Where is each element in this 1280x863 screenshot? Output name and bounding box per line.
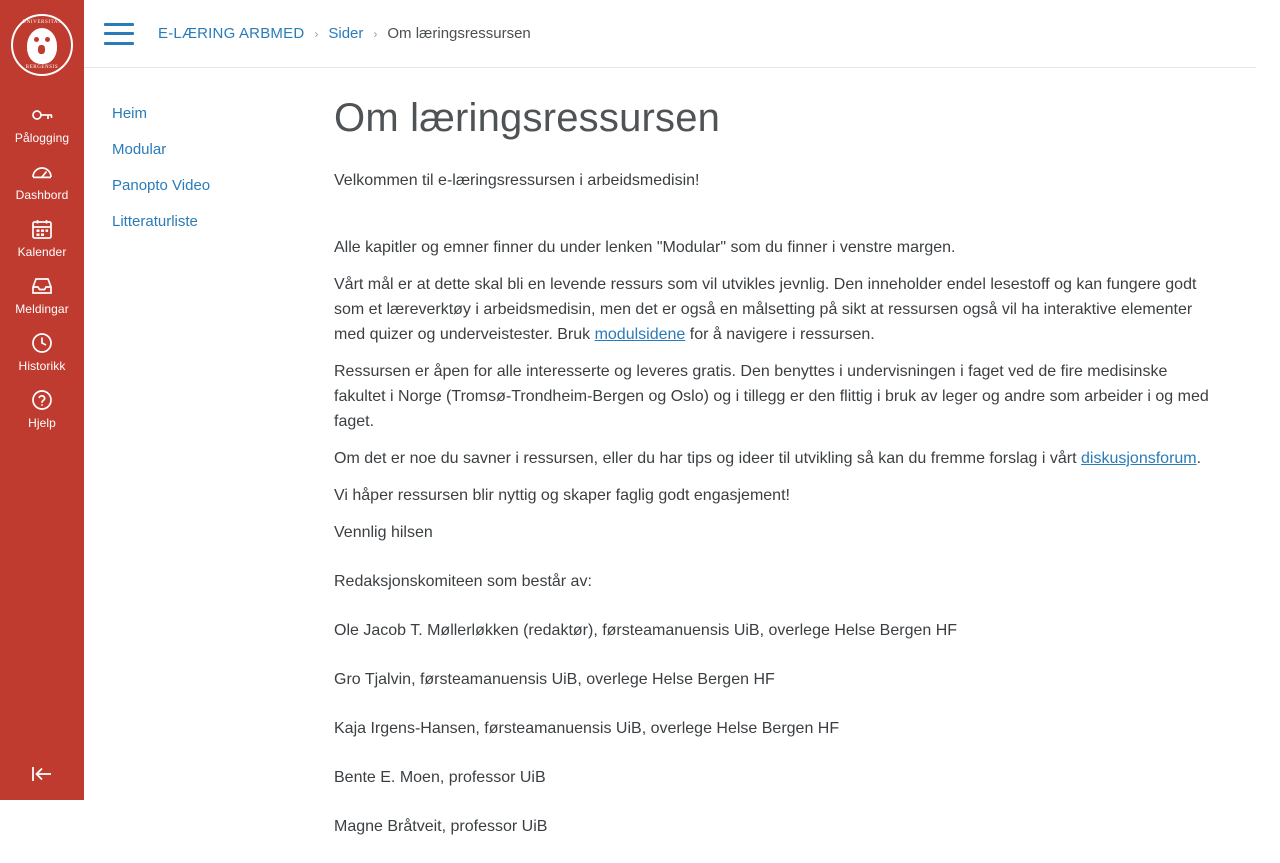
paragraph-intro: Velkommen til e-læringsressursen i arbeidsmedisin!	[334, 172, 700, 189]
top-bar	[84, 0, 1256, 68]
page-title: Om læringsressursen	[334, 96, 721, 140]
course-nav-item-heim[interactable]: Heim	[112, 105, 148, 122]
link-modulsidene[interactable]: modulsidene	[594, 326, 686, 343]
sidebar-item-hjelp[interactable]	[0, 379, 84, 436]
uib-seal-logo[interactable]	[11, 14, 73, 76]
global-navigation	[0, 0, 84, 800]
hamburger-menu-icon[interactable]	[104, 23, 134, 45]
paragraph-hope: Vi håper ressursen blir nyttig og skaper faglig godt engasjement!	[334, 487, 790, 504]
page-content	[310, 68, 1280, 863]
sidebar-item-label: Hjelp	[28, 416, 56, 430]
paragraph-goal-part2: for å navigere i ressursen.	[685, 326, 875, 343]
paragraph-modules: Alle kapitler og emner finner du under lenken "Modular" som du finner i venstre margen.	[334, 239, 956, 256]
sidebar-item-meldingar[interactable]	[0, 265, 84, 322]
content-row	[84, 68, 1280, 863]
hamburger-bar	[104, 42, 134, 45]
global-nav-items	[0, 94, 84, 436]
sidebar-item-label: Kalender	[17, 245, 67, 259]
breadcrumb-separator-icon: ›	[314, 26, 319, 41]
link-diskusjonsforum[interactable]: diskusjonsforum	[1081, 450, 1197, 467]
paragraph-feedback-part1: Om det er noe du savner i ressursen, eller du har tips og ideer til utvikling så kan du fremme forslag i vårt	[334, 450, 1082, 467]
question-circle-icon	[29, 387, 55, 413]
breadcrumb-separator-icon: ›	[373, 26, 378, 41]
breadcrumb-section-link[interactable]: Sider	[328, 25, 364, 42]
committee-intro: Redaksjonskomiteen som består av:	[334, 573, 592, 590]
sign-off: Vennlig hilsen	[334, 524, 433, 541]
paragraph-goal	[334, 272, 1220, 347]
sidebar-item-label: Pålogging	[14, 131, 70, 145]
committee-member: Ole Jacob T. Møllerløkken (redaktør), førsteamanuensis UiB, overlege Helse Bergen HF	[334, 622, 958, 639]
course-nav-item-modular[interactable]: Modular	[112, 141, 167, 158]
calendar-icon	[29, 216, 55, 242]
seal-text-top: UNIVERSITAS	[22, 20, 62, 25]
breadcrumb-current-page: Om læringsressursen	[387, 25, 531, 42]
seal-text-bottom: BERGENSIS	[25, 65, 59, 70]
seal-owl-icon	[27, 28, 57, 64]
key-icon	[29, 102, 55, 128]
hamburger-bar	[104, 32, 134, 35]
collapse-nav-button[interactable]	[0, 763, 84, 790]
inbox-icon	[29, 273, 55, 299]
sidebar-item-kalender[interactable]	[0, 208, 84, 265]
hamburger-bar	[104, 23, 134, 26]
sidebar-item-dashbord[interactable]	[0, 151, 84, 208]
speedometer-icon	[29, 159, 55, 185]
sidebar-item-historikk[interactable]	[0, 322, 84, 379]
breadcrumb-course-link[interactable]: E-LÆRING ARBMED	[158, 25, 305, 42]
sidebar-item-label: Meldingar	[15, 302, 69, 316]
committee-member: Magne Bråtveit, professor UiB	[334, 818, 548, 835]
paragraph-feedback	[334, 446, 1220, 471]
sidebar-item-palogging[interactable]	[0, 94, 84, 151]
paragraph-open-access: Ressursen er åpen for alle interesserte og leveres gratis. Den benyttes i undervisningen i faget ved de fire medisinske fakultet i Norge (Tromsø-Trondheim-Bergen og Oslo) og i tillegg er den flittig i bruk av leger og andre som arbeider i og med faget.	[334, 363, 1209, 430]
committee-member: Gro Tjalvin, førsteamanuensis UiB, overlege Helse Bergen HF	[334, 671, 775, 688]
committee-member: Kaja Irgens-Hansen, førsteamanuensis UiB, overlege Helse Bergen HF	[334, 720, 840, 737]
breadcrumb	[158, 25, 531, 42]
main-region	[84, 0, 1280, 835]
paragraph-feedback-part2: .	[1196, 450, 1202, 467]
clock-icon	[29, 330, 55, 356]
course-nav-item-litteraturliste[interactable]: Litteraturliste	[112, 213, 198, 230]
sidebar-item-label: Historikk	[18, 359, 66, 373]
course-nav-item-panopto-video[interactable]: Panopto Video	[112, 177, 211, 194]
committee-member: Bente E. Moen, professor UiB	[334, 769, 546, 786]
paragraph-goal-part1: Vårt mål er at dette skal bli en levende ressurs som vil utvikles jevnlig. Den inneholder endel lesestoff og kan fungere godt som et læreverktøy i arbeidsmedisin, men det er også en målsetting på sikt at ressursen også vil ha interaktive elementer med quizer og underveistester. Bruk	[334, 276, 1197, 343]
course-navigation	[84, 68, 310, 863]
sidebar-item-label: Dashbord	[15, 188, 69, 202]
collapse-arrow-icon	[29, 763, 55, 790]
